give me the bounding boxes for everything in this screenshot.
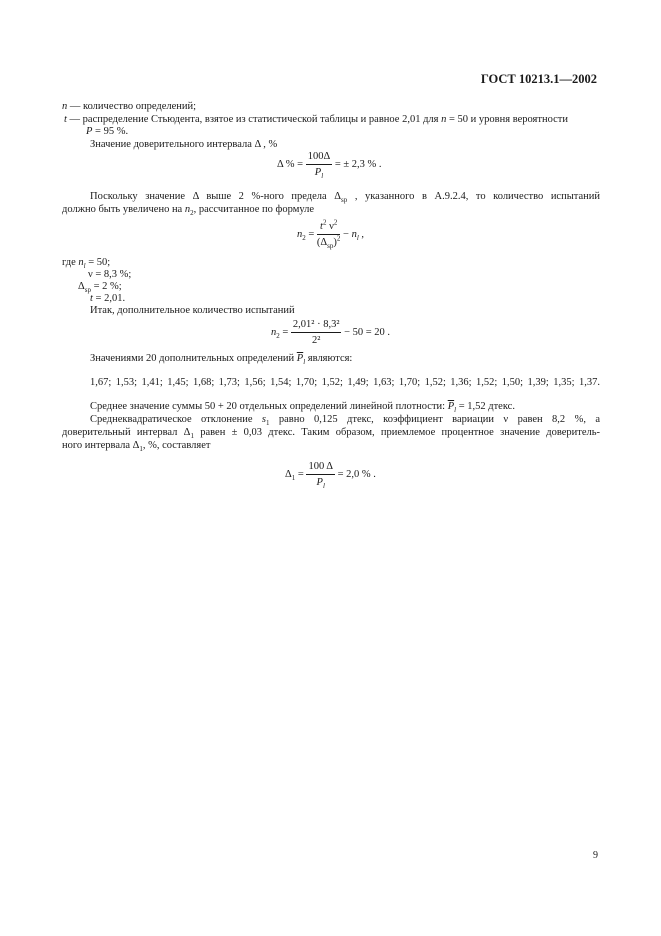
equation-n2: $n_2$ = $\frac{t^2 \nu^2}{(\Delta_{sp})^2}$ − $n_l$ , bbox=[297, 218, 365, 251]
definition-n: n — количество определений; bbox=[62, 101, 197, 112]
paragraph-limit: Поскольку значение Δ выше 2 %-ного предела $\Delta_{sp}$ , указанного в А.9.2.4, то количество испытаний bbox=[90, 191, 601, 205]
page-number: 9 bbox=[593, 850, 598, 861]
definition-t: t — распределение Стьюдента, взятое из статистической таблицы и равное 2,01 для n = 50 и уровня вероятности bbox=[64, 114, 568, 125]
values-list: 1,67; 1,53; 1,41; 1,45; 1,68; 1,73; 1,56; 1,54; 1,70; 1,52; 1,49; 1,63; 1,70; 1,52; 1,36; 1,52; 1,50; 1,39; 1,35; 1,37. bbox=[90, 377, 600, 388]
paragraph-stddev-cont: доверительный интервал $\Delta_1$ равен ± 0,03 дтекс. Таким образом, приемлемое процентное значение доверитель- bbox=[62, 427, 601, 441]
probability-line: P = 95 %. bbox=[86, 126, 129, 137]
paragraph-stddev: Среднеквадратическое отклонение $s_1$ равно 0,125 дтекс, коэффициент вариации ν равен 8,2 %, а bbox=[90, 414, 600, 428]
paragraph-additional-tests: Итак, дополнительное количество испытаний bbox=[90, 305, 295, 316]
where-n1: где $n_l = 50$; bbox=[62, 257, 111, 271]
equation-n2-calc: $n_2$ = $\frac{\text{2,01² · 8,3²}}{\text{2²}}$ − 50 = 20 . bbox=[271, 319, 391, 347]
paragraph-limit-cont: должно быть увеличено на $n_2$, рассчитанное по формуле bbox=[62, 204, 315, 218]
paragraph-mean: Среднее значение суммы 50 + 20 отдельных определений линейной плотности: $\overline{P}_l = 1,52$ дтекс. bbox=[90, 401, 515, 415]
paragraph-values-intro: Значениями 20 дополнительных определений $\overline{P}_l$ являются: bbox=[90, 353, 353, 367]
where-nu: ν = 8,3 %; bbox=[88, 269, 132, 280]
equation-delta1: $\Delta_1$ = $\frac{100 \Delta}{P_l}$ = 2,0 % . bbox=[285, 461, 376, 491]
equation-delta: Δ % = $\frac{100\Delta}{P_l}$ = ± 2,3 % . bbox=[277, 151, 382, 181]
paragraph-stddev-end: ного интервала $\Delta_1$, %, составляет bbox=[62, 440, 211, 454]
where-t: t = 2,01. bbox=[90, 293, 126, 304]
where-delta: $\Delta_{sp} = 2$ %; bbox=[78, 281, 122, 295]
paragraph-confidence-interval: Значение доверительного интервала Δ , % bbox=[90, 139, 278, 150]
document-code: ГОСТ 10213.1—2002 bbox=[480, 72, 597, 86]
